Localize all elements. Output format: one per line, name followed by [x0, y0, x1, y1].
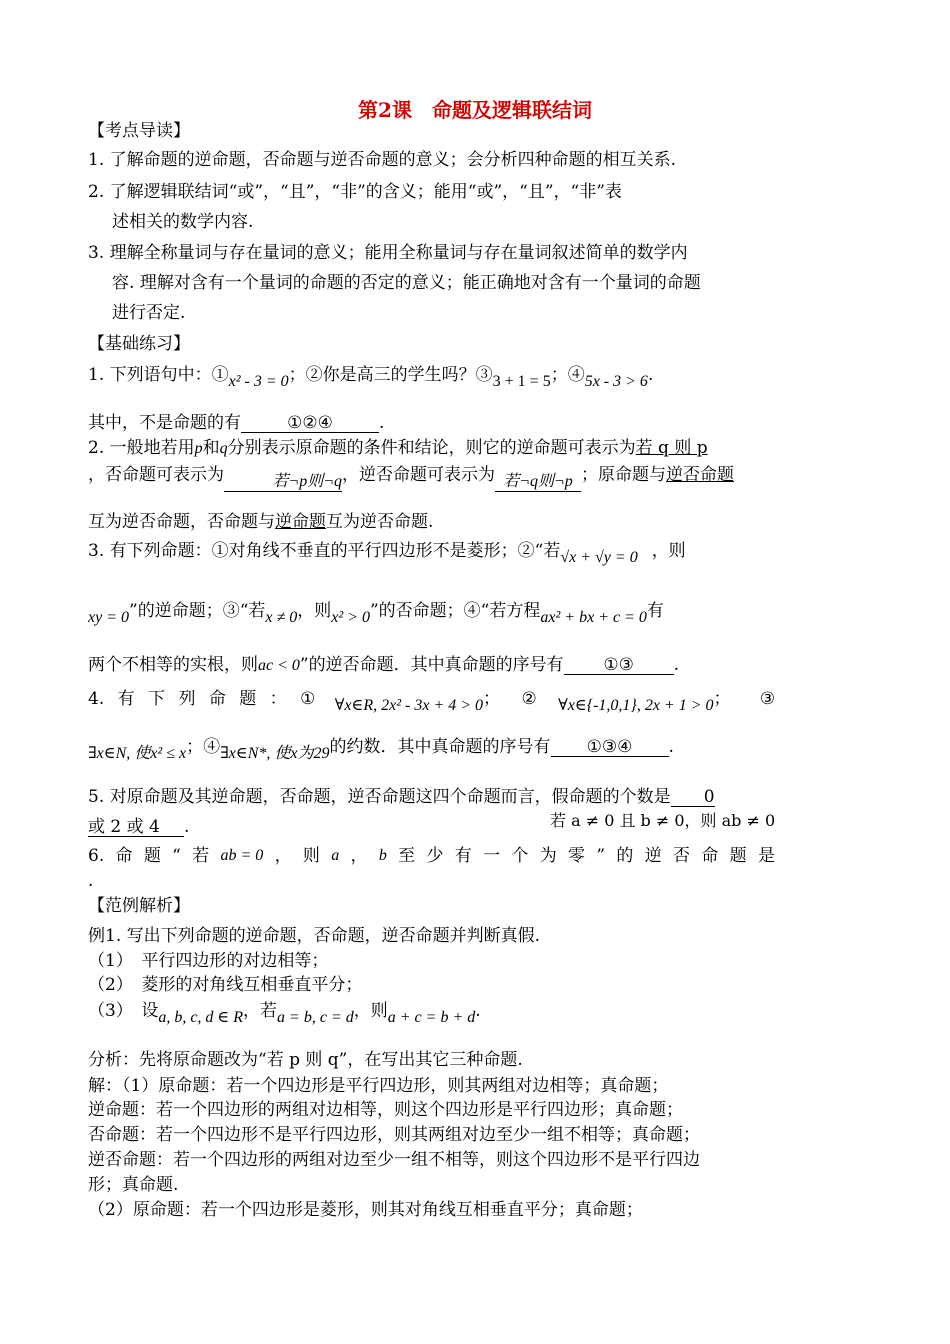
guide-item-3-cont: 容. 理解对含有一个量词的命题的否定的意义；能正确地对含有一个量词的命题 [112, 273, 701, 293]
q6-word: ， [274, 846, 292, 866]
q6-word: 逆 [644, 846, 662, 866]
q6-word: “ [172, 846, 181, 866]
q2-line3-a: 互为逆否命题，否命题与 [88, 512, 275, 532]
q4-word: 下 [148, 689, 166, 709]
q4-word: 题 [239, 689, 257, 709]
example1-item3-a: （3） 设 [88, 1001, 159, 1021]
q4-sep: ； [483, 689, 501, 709]
q1-answer: ①②④ [241, 414, 379, 433]
q1-line2-end: . [379, 413, 385, 433]
q6-word: 则 [302, 846, 320, 866]
q2-line2-mid2: ；原命题与 [581, 465, 666, 485]
q6-word: 至 [398, 846, 416, 866]
section-guide: 【考点导读】 [88, 121, 190, 141]
q2-p: p [194, 440, 203, 457]
example1-sol2: 逆命题：若一个四边形的两组对边相等，则这个四边形是平行四边形；真命题； [88, 1100, 683, 1120]
q3-xneq: x ≠ 0 [265, 609, 298, 626]
q3-line2 [88, 600, 664, 626]
q3-line1-text: 3. 有下列命题：①对角线不垂直的平行四边形不是菱形；②“若 [88, 541, 561, 561]
q2-rel2: 逆命题 [275, 512, 326, 532]
example1-item3-c: ，则 [353, 1001, 388, 1021]
q3-line1 [88, 540, 686, 566]
q1-prefix: 1. 下列语句中：① [88, 365, 229, 385]
example1-sol1: 解：（1）原命题：若一个四边形是平行四边形，则其两组对边相等；真命题； [88, 1076, 669, 1096]
q1-end: . [647, 365, 654, 385]
q4-expr3: ∃x∈N, 使x² ≤ x [88, 745, 187, 762]
q3-line2-d: ，则 [297, 601, 332, 621]
q4-expr4: ∃x∈N*, 使x为29 [220, 745, 330, 762]
q6-word: 否 [673, 846, 690, 866]
q4-expr2: ∀x∈{-1,0,1}, 2x + 1 > 0 [558, 697, 714, 714]
q3-line3 [88, 654, 679, 677]
example1-head: 例1. 写出下列命题的逆命题，否命题，逆否命题并判断真假. [88, 926, 541, 946]
guide-item-3: 3. 理解全称量词与存在量词的意义；能用全称量词与存在量词叙述简单的数学内 [88, 243, 688, 263]
example1-item3-b: ，若 [243, 1001, 278, 1021]
q2-line3 [88, 511, 433, 533]
q3-xy: xy = 0 [88, 609, 129, 626]
q1-mid1: ；②你是高三的学生吗？③ [288, 365, 493, 385]
q2-line1-mid: 分别表示原命题的条件和结论，则它的逆命题可表示为 [227, 438, 636, 458]
example1-item2: （2） 菱形的对角线互相垂直平分； [88, 975, 363, 995]
q6-word: 命 [115, 846, 133, 866]
q2-converse: 若 q 则 p [635, 438, 708, 458]
q4-line2-sep: ；④ [186, 737, 221, 757]
q6-word: a [331, 847, 340, 864]
q2-line2 [88, 464, 734, 490]
q3-line2-b: ”的逆命题；③“若 [129, 601, 266, 621]
q4-word: 4. [88, 689, 105, 709]
q6-word: 少 [426, 846, 444, 866]
q5-end: . [184, 817, 190, 837]
q6-word: 6. [88, 846, 105, 866]
guide-item-1: 1. 了解命题的逆命题，否命题与逆否命题的意义；会分析四种命题的相互关系. [88, 150, 677, 170]
q4-circle-2: ② [521, 689, 537, 709]
example1-sol3: 否命题：若一个四边形不是平行四边形，则其两组对边至少一组不相等；真命题； [88, 1125, 700, 1145]
example1-item3-end: . [475, 1001, 481, 1021]
q1-expr4: 5x - 3 > 6 [584, 373, 648, 390]
q3-answer: ①③ [564, 656, 674, 675]
q4-word: 列 [178, 689, 196, 709]
q4-line2 [88, 736, 674, 762]
q6-end: . [88, 871, 94, 891]
page-title: 第2课 命题及逻辑联结词 [358, 98, 592, 122]
q2-prefix: 2. 一般地若用 [88, 438, 195, 458]
q4-word: ① [300, 689, 316, 709]
q3-line2-f: ”的否命题；④“若方程 [369, 601, 541, 621]
q6-word: 有 [454, 846, 472, 866]
q6-word: 为 [539, 846, 557, 866]
q5-answer-b: 或 2 或 4 [88, 818, 184, 837]
q6-word: 个 [511, 846, 529, 866]
q6-word: 命 [701, 846, 719, 866]
example1-sol4: 逆否命题：若一个四边形的两组对边至少一组不相等，则这个四边形不是平行四边 [88, 1150, 700, 1170]
q2-line2-mid: ，逆否命题可表示为 [342, 465, 495, 485]
q6-word: 题 [143, 846, 161, 866]
q6-word: ab = 0 [220, 847, 264, 864]
q6-line1 [88, 845, 775, 867]
q3-line3-a: 两个不相等的实根，则 [88, 655, 258, 675]
q1-line2 [88, 412, 384, 434]
q3-line1-end: ，则 [651, 541, 686, 561]
example1-sol6: （2）原命题：若一个四边形是菱形，则其对角线互相垂直平分；真命题； [88, 1200, 643, 1220]
q1-line2-prefix: 其中，不是命题的有 [88, 413, 241, 433]
q2-rel1: 逆否命题 [666, 465, 734, 485]
section-examples: 【范例解析】 [88, 896, 190, 916]
q3-equation: ax² + bx + c = 0 [540, 609, 647, 626]
q3-line2-h: 有 [646, 601, 664, 621]
q3-expr-sqrt: √x + √y = 0 [560, 549, 638, 566]
q3-line3-end: . [673, 655, 680, 675]
q1-expr3: 3 + 1 = 5 [492, 373, 551, 390]
q3-ac: ac < 0 [258, 657, 300, 674]
q2-contrapositive: 若¬q则¬p [495, 473, 581, 492]
q6-annotation: 若 a ≠ 0 且 b ≠ 0，则 ab ≠ 0 [550, 811, 776, 830]
guide-item-3-cont2: 进行否定. [112, 303, 186, 323]
example1-item1: （1） 平行四边形的对边相等； [88, 951, 329, 971]
q5-line2 [88, 816, 189, 838]
example1-item3 [88, 1000, 481, 1026]
q5-text: 5. 对原命题及其逆命题，否命题，逆否命题这四个命题而言，假命题的个数是 [88, 787, 671, 807]
q1-expr1: x² - 3 = 0 [228, 373, 289, 390]
q4-circle-3: ③ [759, 689, 776, 709]
q3-line3-b: ”的逆否命题．其中真命题的序号有 [299, 655, 564, 675]
q4-word: 命 [208, 689, 226, 709]
q6-word: ， [350, 846, 368, 866]
q4-word: ： [269, 689, 287, 709]
q4-sep: ； [713, 689, 731, 709]
example1-item3-expr1: a, b, c, d ∈ R [158, 1009, 244, 1026]
q5-answer-a: 0 [671, 788, 715, 807]
guide-item-2-cont: 述相关的数学内容. [112, 212, 254, 232]
q1-line1 [88, 364, 654, 390]
example1-sol5: 形；真命题. [88, 1175, 179, 1195]
q2-line3-b: 互为逆否命题. [326, 512, 434, 532]
example1-item3-expr2: a = b, c = d [277, 1009, 354, 1026]
q6-word: 若 [192, 846, 210, 866]
q6-word: 题 [729, 846, 747, 866]
section-basic: 【基础练习】 [88, 334, 190, 354]
q4-line1 [88, 688, 776, 714]
q6-word: b [378, 847, 387, 864]
q3-xsq: x² > 0 [331, 609, 370, 626]
q2-and: 和 [202, 438, 220, 458]
q2-q: q [219, 440, 228, 457]
guide-item-2: 2. 了解逻辑联结词“或”，“且”，“非”的含义；能用“或”，“且”，“非”表 [88, 182, 622, 202]
q6-word: 零 [568, 846, 586, 866]
q2-inverse: 若¬p则¬q [224, 473, 342, 492]
q6-word: 一 [483, 846, 501, 866]
q6-word: ” [596, 846, 606, 866]
q4-line2-b: 的约数．其中真命题的序号有 [329, 737, 551, 757]
q4-answer: ①③④ [551, 738, 669, 757]
q4-word: 有 [117, 689, 135, 709]
q4-line2-end: . [668, 737, 674, 757]
q2-line2-prefix: ，否命题可表示为 [88, 465, 224, 485]
q2-line1 [88, 437, 708, 460]
q6-word: 是 [757, 846, 775, 866]
example1-analysis: 分析：先将原命题改为“若 p 则 q”，在写出其它三种命题. [88, 1050, 523, 1070]
q5-line1 [88, 786, 715, 808]
q1-mid2: ；④ [550, 365, 585, 385]
q6-word: 的 [616, 846, 634, 866]
q4-expr1: ∀x∈R, 2x² - 3x + 4 > 0 [334, 697, 484, 714]
example1-item3-expr3: a + c = b + d [387, 1009, 476, 1026]
